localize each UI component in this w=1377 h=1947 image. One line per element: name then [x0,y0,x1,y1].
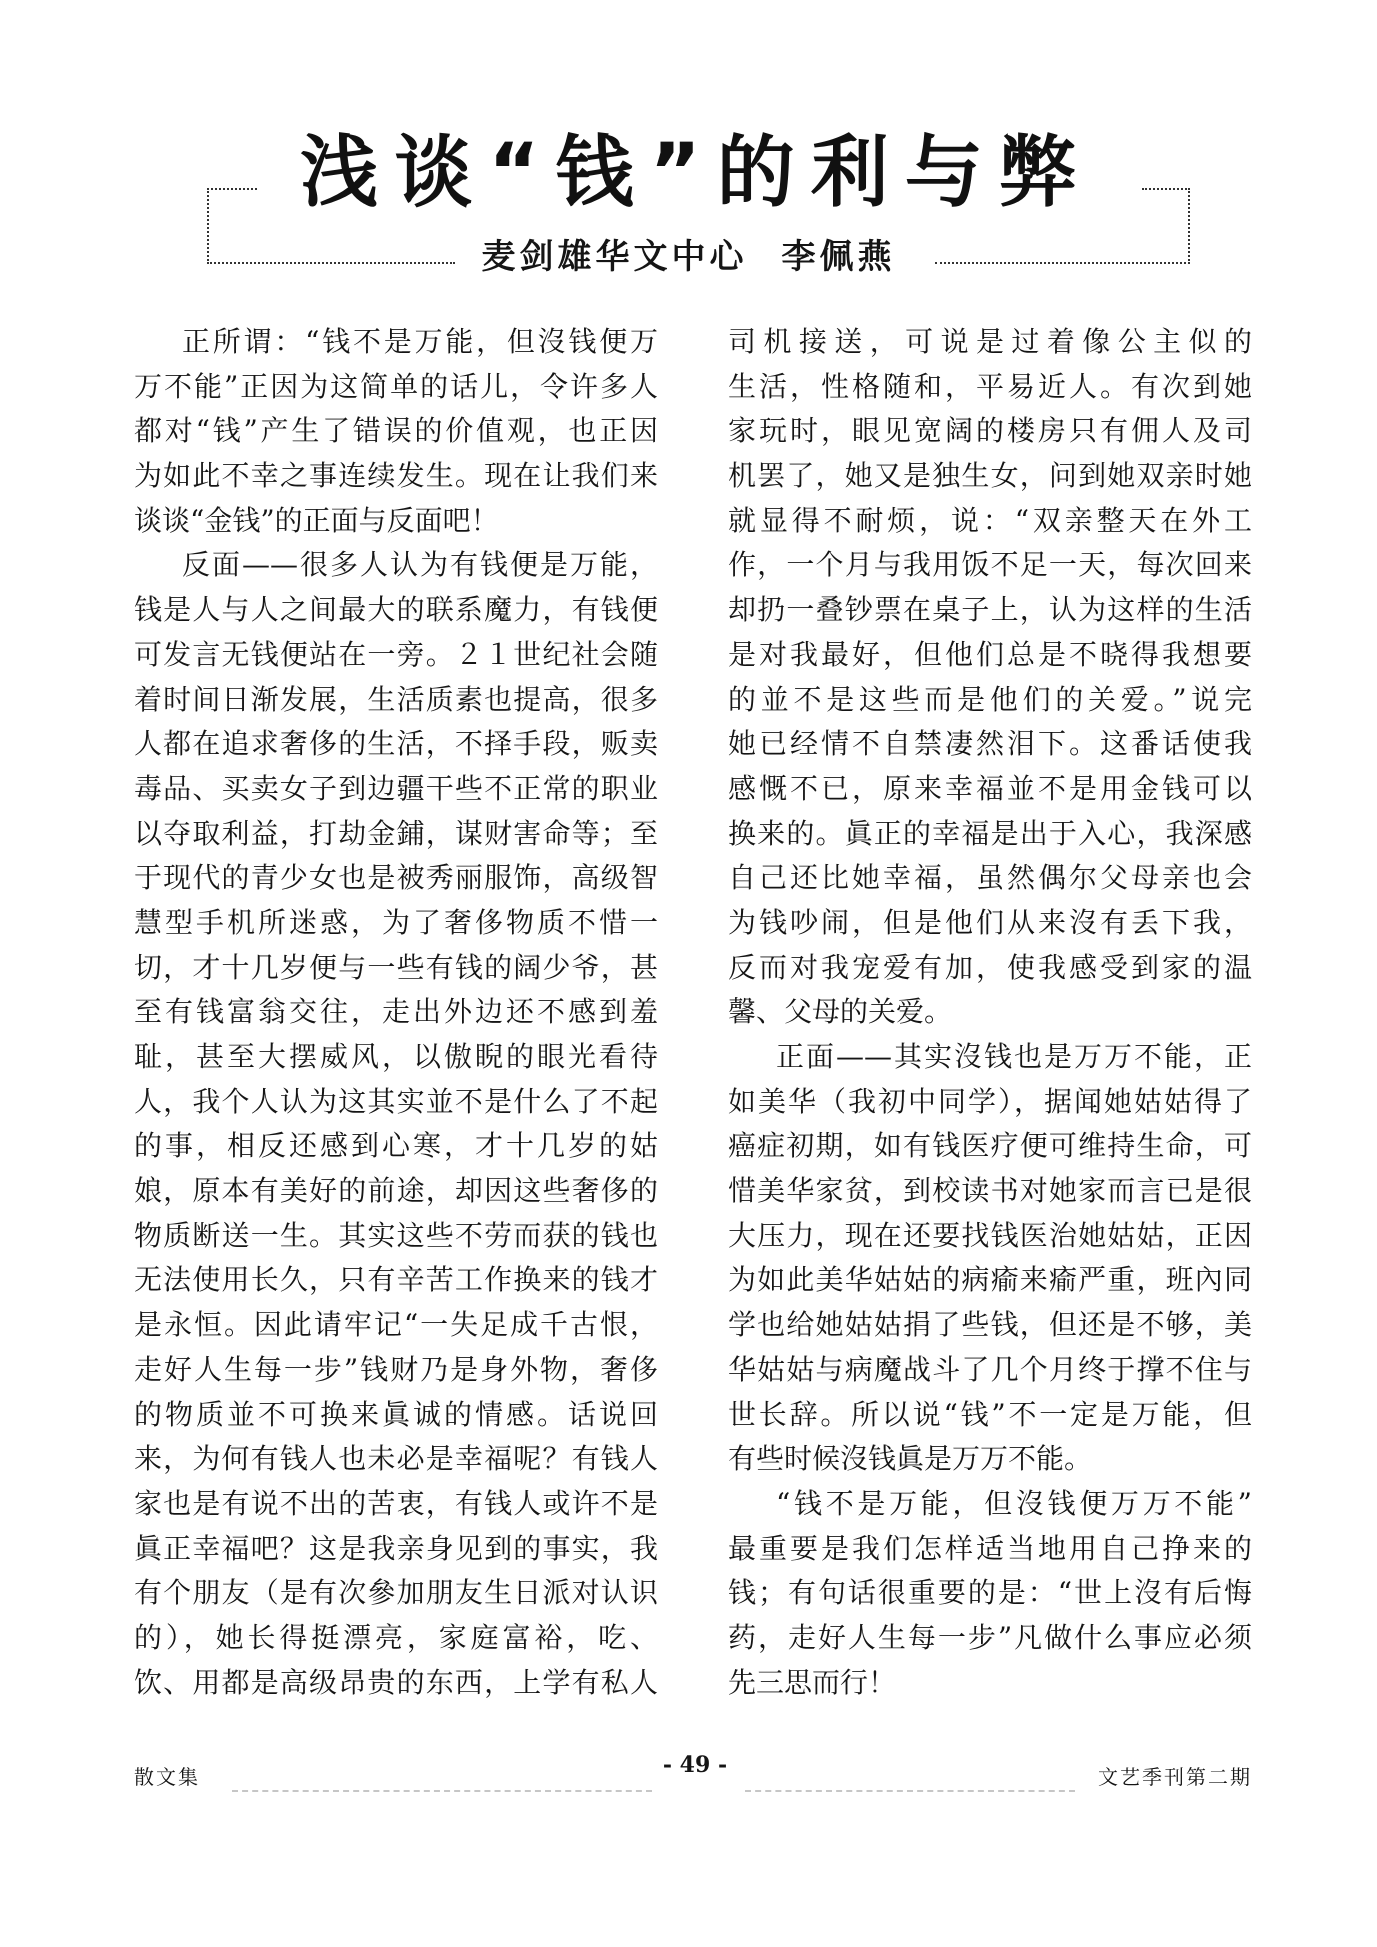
text-line: 可发言无钱便站在一旁。２１世纪社会随 [134,637,658,671]
paragraph-first-line: 正所谓：“钱不是万能，但沒钱便万 [182,325,658,358]
text-line: 如美华（我初中同学），据闻她姑姑得了 [728,1084,1252,1118]
text-line: 钱；有句话很重要的是：“世上沒有后悔 [728,1576,1252,1610]
text-line: 的事，相反还感到心寒，才十几岁的姑 [134,1129,658,1163]
text-line: 馨、父母的关爱。 [728,995,953,1029]
text-line: 为如此美华姑姑的病瘉来瘉严重，班內同 [728,1263,1252,1297]
text-line: 走好人生每一步”钱财乃是身外物，奢侈 [134,1352,658,1386]
author-name: 李佩燕 [781,237,896,277]
text-line: 学也给她姑姑捐了些钱，但还是不够，美 [728,1308,1252,1342]
title-frame-top-right [1142,188,1190,190]
text-line: 物质断送一生。其实这些不劳而获的钱也 [134,1218,658,1252]
text-line: 饮、用都是高级昂贵的东西，上学有私人 [134,1665,658,1699]
text-line: 癌症初期，如有钱医疗便可维持生命，可 [728,1129,1252,1163]
text-line: 都对“钱”产生了错误的价值观，也正因 [134,414,658,448]
paragraph-first-line: “钱不是万能，但沒钱便万万不能” [776,1486,1252,1520]
text-line: 是永恒。因此请牢记“一失足成千古恨， [134,1308,658,1342]
text-line: 于现代的青少女也是被秀丽服饰，高级智 [134,861,658,895]
text-line: 家玩时，眼见宽阔的楼房只有佣人及司 [728,414,1252,448]
text-line: 司机接送，可说是过着像公主似的 [728,325,1252,358]
author-affiliation: 麦剑雄华文中心 [481,237,748,277]
text-line: 谈谈“金钱”的正面与反面吧！ [134,503,499,537]
text-line: 大压力，现在还要找钱医治她姑姑，正因 [728,1218,1252,1252]
footer-section: 散文集 [134,1765,200,1789]
text-line: 娘，原本有美好的前途，却因这些奢侈的 [134,1174,658,1208]
text-line: 惜美华家贫，到校读书对她家而言已是很 [728,1174,1252,1208]
text-line: 是对我最好，但他们总是不晓得我想要 [728,637,1252,671]
text-line: 华姑姑与病魔战斗了几个月终于撑不住与 [728,1352,1252,1386]
text-line: 至有钱富翁交往，走出外边还不感到羞 [134,995,658,1029]
text-line: 却扔一叠钞票在桌子上，认为这样的生活 [728,593,1252,627]
text-line: 为钱吵闹，但是他们从来沒有丢下我， [728,905,1252,939]
text-line: 有个朋友（是有次參加朋友生日派对认识 [134,1576,658,1610]
text-line: 反而对我宠爱有加，使我感受到家的温 [728,950,1252,984]
text-line: 生活，性格随和，平易近人。有次到她 [728,369,1252,403]
text-line: 耻，甚至大摆威风，以傲睨的眼光看待 [134,1040,658,1073]
text-line: 慧型手机所迷惑，为了奢侈物质不惜一 [134,905,658,939]
text-line: 着时间日渐发展，生活质素也提高，很多 [134,682,658,716]
text-line: 换来的。眞正的幸福是出于入心，我深感 [728,816,1252,850]
text-line: 来，为何有钱人也未必是幸福呢？有钱人 [134,1442,658,1476]
article-title: 浅谈“钱”的利与弊 [300,128,1093,218]
page-number: - 49 - [662,1752,728,1778]
text-line: 她已经情不自禁凄然泪下。这番话使我 [728,727,1252,761]
footer-publication: 文艺季刊第二期 [1098,1765,1252,1789]
text-line: 眞正幸福吧？这是我亲身见到的事实，我 [134,1531,658,1565]
text-line: 最重要是我们怎样适当地用自己挣来的 [728,1531,1252,1565]
text-line: 的物质並不可换来眞诚的情感。话说回 [134,1397,658,1431]
right-column [728,320,1252,1705]
text-line: 自己还比她幸福，虽然偶尔父母亲也会 [728,861,1252,895]
footer-rule-left [232,1790,652,1792]
left-column [134,320,658,1705]
paragraph-first-line: 正面——其实沒钱也是万万不能，正 [776,1040,1252,1073]
text-line: 的並不是这些而是他们的关爱。”说完 [728,682,1252,716]
text-line: 感慨不已，原来幸福並不是用金钱可以 [728,771,1252,805]
text-line: 机罢了，她又是独生女，问到她双亲时她 [728,459,1252,493]
text-line: 为如此不幸之事连续发生。现在让我们来 [134,459,658,493]
text-line: 人，我个人认为这其实並不是什么了不起 [134,1084,658,1118]
text-line: 毒品、买卖女子到边疆干些不正常的职业 [134,771,658,805]
text-line: 无法使用长久，只有辛苦工作换来的钱才 [134,1263,658,1297]
text-line: 的），她长得挺漂亮，家庭富裕，吃、 [134,1620,658,1654]
text-line: 以夺取利益，打劫金鋪，谋财害命等；至 [134,816,658,850]
paragraph-first-line: 反面——很多人认为有钱便是万能， [182,548,658,582]
text-line: 家也是有说不出的苦衷，有钱人或许不是 [134,1486,658,1520]
text-line: 人都在追求奢侈的生活，不择手段，贩卖 [134,727,658,761]
text-line: 药，走好人生每一步”凡做什么事应必须 [728,1620,1252,1654]
text-line: 世长辞。所以说“钱”不一定是万能，但 [728,1397,1252,1431]
text-line: 切，才十几岁便与一些有钱的阔少爷，甚 [134,950,658,984]
text-line: 万不能”正因为这简单的话儿，令许多人 [134,369,658,403]
text-line: 就显得不耐烦，说：“双亲整天在外工 [728,503,1252,537]
text-line: 作，一个月与我用饭不足一天，每次回来 [728,548,1252,582]
footer-rule-right [745,1790,1075,1792]
title-frame-top-left [207,188,257,190]
text-line: 钱是人与人之间最大的联系魔力，有钱便 [134,593,658,627]
text-line: 先三思而行！ [728,1665,897,1699]
text-line: 有些时候沒钱眞是万万不能。 [728,1442,1093,1476]
byline [0,236,1377,278]
